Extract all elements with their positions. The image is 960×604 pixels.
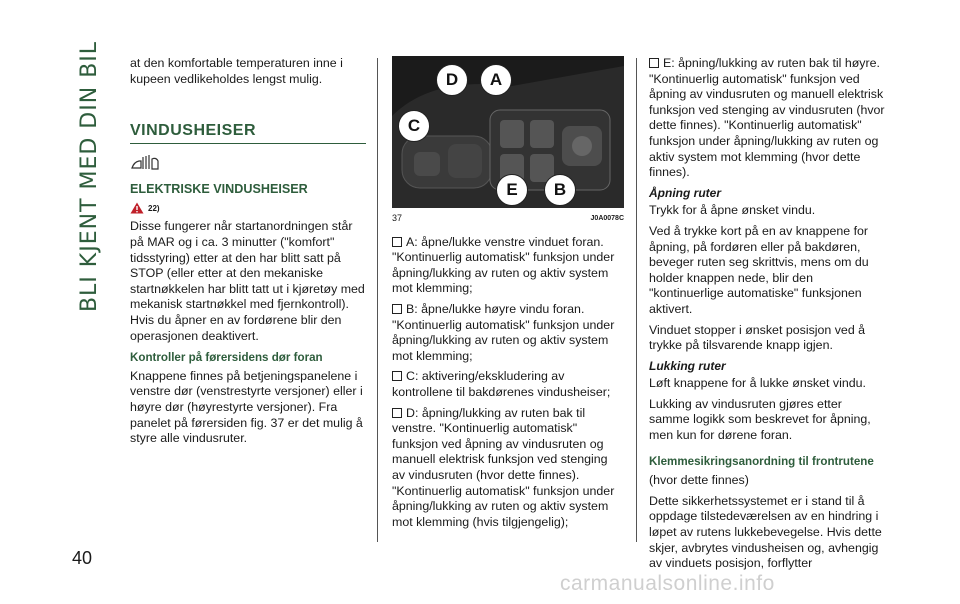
list-item: D: åpning/lukking av ruten bak til venstre. "Kontinuerlig automatisk" funksjon ved åpning av vindusruten og manuell elektrisk funksjon ved stenging av vindusruten (hvor dette finnes). "Kontinuerlig automatisk" funksjon under åpning/lukking av ruten og aktiv system mot klemming (hvis tilgjengelig);: [392, 405, 615, 529]
page-number: 40: [72, 548, 93, 568]
paragraph: Dette sikkerhetssystemet er i stand til å oppdage tilstedeværelsen av en hindring i løpet av rutens lukkebevegelse. Hvis dette skjer, avbrytes vindusheisen og, avhengig av vinduets posisjon, forflytter: [649, 493, 882, 571]
paragraph: Trykk for å åpne ønsket vindu.: [649, 203, 816, 218]
column-divider: [377, 58, 378, 542]
list-item: A: åpne/lukke venstre vinduet foran. "Kontinuerlig automatisk" funksjon under åpning/lukking av ruten og aktiv system mot klemming;: [392, 234, 615, 296]
figure-caption: [392, 211, 624, 227]
paragraph: Løft knappene for å lukke ønsket vindu.: [649, 376, 866, 391]
checkbox-icon: [392, 408, 402, 418]
heading-rule: [130, 143, 366, 144]
subheading-opening: Åpning ruter: [649, 185, 721, 200]
paragraph: Vinduet stopper i ønsket posisjon ved å trykke på tilsvarende knapp igjen.: [649, 322, 866, 353]
section-heading: VINDUSHEISER: [130, 122, 257, 140]
paragraph: Knappene finnes på betjeningspanelene i venstre dør (venstrestyrte versjoner) eller i høyre dør (høyrestyrte versjoner). Fra panelet på førersiden fig. 37 er det mulig å styre alle vindusruter.: [130, 368, 363, 446]
column-1: [130, 56, 366, 452]
callout-b: B: [544, 174, 576, 206]
paragraph: Disse fungerer når startanordningen står på MAR og i ca. 3 minutter ("komfort" tidsstyring) etter at den har blitt satt på STOP (eller etter at den mekaniske startnøkkelen har blitt tatt ut i kjøretøy med mekanisk startnøkkel med fjernkontroll). Hvis du åpner en av fordørene blir den operasjonen deaktivert.: [130, 219, 365, 343]
paragraph: (hvor dette finnes): [649, 473, 749, 488]
column-3: [649, 56, 885, 577]
paragraph: Lukking av vindusruten gjøres etter samme logikk som beskrevet for åpning, men kun for dørene foran.: [649, 396, 871, 443]
column-2: [392, 56, 624, 535]
figure-number: 37: [392, 213, 403, 223]
window-icon-row: [130, 152, 366, 172]
callout-d: D: [436, 64, 468, 96]
figure-37: [392, 56, 624, 208]
checkbox-icon: [392, 371, 402, 381]
intro-text: at den komfortable temperaturen inne i kupeen vedlikeholdes lengst mulig.: [130, 56, 343, 86]
watermark: carmanualsonline.info: [560, 572, 775, 595]
list-item: E: åpning/lukking av ruten bak til høyre. "Kontinuerlig automatisk" funksjon ved åpning av vindusruten og manuell elektrisk funksjon ved stenging av vindusruten (hvor dette finnes). "Kontinuerlig automatisk" funksjon under åpning/lukking av ruten og aktiv system mot klemming (hvor dette finnes).: [649, 56, 885, 180]
section-subheading: Kontroller på førersidens dør foran: [130, 351, 323, 365]
list-item: B: åpne/lukke høyre vindu foran. "Kontinuerlig automatisk" funksjon under åpning/lukking av ruten og aktiv system mot klemming;: [392, 301, 615, 363]
column-divider: [636, 58, 637, 542]
list-item: C: aktivering/ekskludering av kontrollene til bakdørenes vindusheiser;: [392, 369, 611, 399]
warning-ref: 22): [148, 203, 160, 213]
subheading-closing: Lukking ruter: [649, 358, 726, 373]
checkbox-icon: [392, 304, 402, 314]
checkbox-icon: [649, 58, 659, 68]
car-window-icon: [130, 153, 160, 171]
paragraph: Ved å trykke kort på en av knappene for åpning, på fordøren eller på bakdøren, beveger ruten seg skrittvis, mens om du holder knappen nede, blir den "kontinuerlige automatiske" funksjonen aktivert.: [649, 223, 869, 316]
warning-row: [130, 201, 366, 215]
subheading: ELEKTRISKE VINDUSHEISER: [130, 181, 308, 196]
section-subheading: Klemmesikringsanordning til frontrutene: [649, 454, 874, 468]
warning-triangle-icon: [130, 202, 144, 214]
callout-c: C: [398, 110, 430, 142]
side-title: BLI KJENT MED DIN BIL: [77, 40, 103, 312]
callout-e: E: [496, 174, 528, 206]
figure-code: J0A0078C: [590, 215, 624, 222]
checkbox-icon: [392, 237, 402, 247]
callout-a: A: [480, 64, 512, 96]
